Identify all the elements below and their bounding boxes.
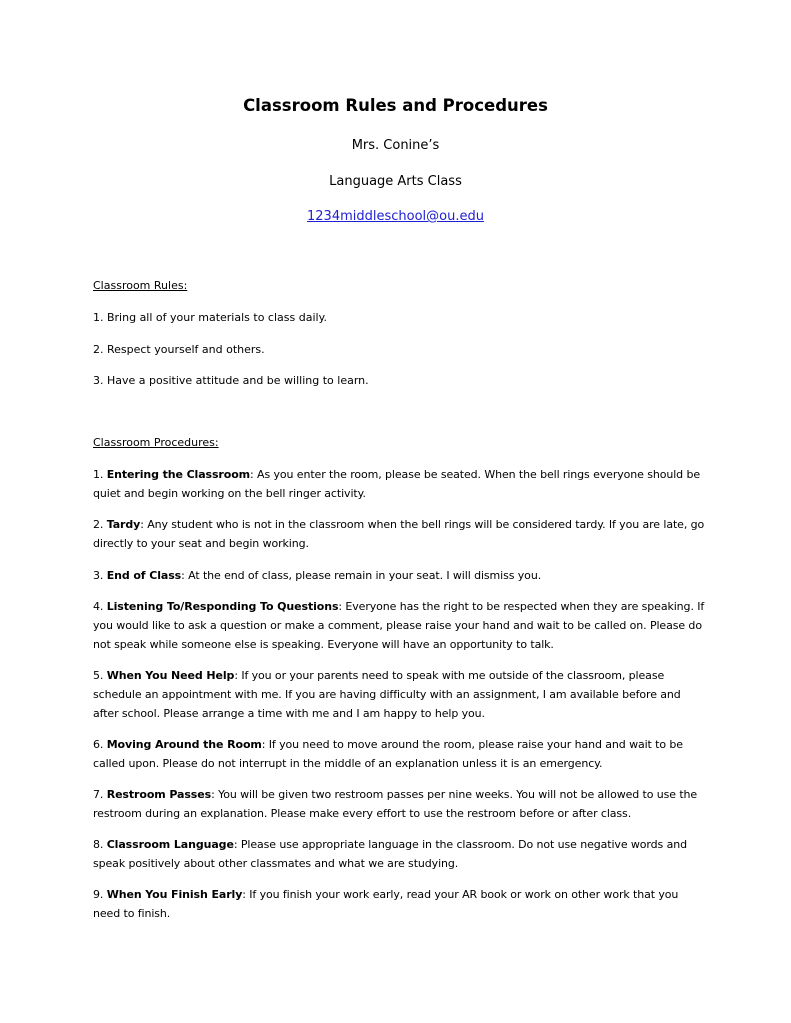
procedure-text: : If you or your parents need to speak with me outside of the classroom, please schedule an appointment with me. If you are having difficulty with an assignment, I am available before and after school. Please arrange a time with me and I am happy to help you. — [93, 669, 681, 720]
email-link[interactable]: 1234middleschool@ou.edu — [307, 209, 484, 224]
procedure-title: Classroom Language — [106, 838, 234, 851]
procedure-number: 6. — [93, 738, 107, 751]
rule-item-2: 2. Respect yourself and others. — [93, 343, 265, 356]
procedure-text: : Everyone has the right to be respected when they are speaking. If you would like to ask a question or make a comment, please raise your hand and wait to be called on. Please do not speak while someone else is speaking. Everyone will have an opportunity to talk. — [93, 600, 705, 651]
procedure-text: : If you finish your work early, read your AR book or work on other work that you need to finish. — [93, 888, 679, 920]
procedure-item-2 — [93, 515, 705, 553]
procedure-number: 2. — [93, 518, 107, 531]
procedures-heading: Classroom Procedures: — [93, 436, 219, 449]
procedure-number: 4. — [93, 600, 107, 613]
procedure-title: Entering the Classroom — [106, 468, 251, 481]
page-title: Classroom Rules and Procedures — [243, 96, 548, 115]
rule-item-3: 3. Have a positive attitude and be willing to learn. — [93, 374, 369, 387]
procedure-item-5 — [93, 666, 705, 723]
teacher-name: Mrs. Conine’s — [351, 138, 440, 153]
procedure-item-4 — [93, 597, 705, 654]
procedure-item-9 — [93, 885, 705, 923]
procedure-number: 5. — [93, 669, 107, 682]
procedure-text: : You will be given two restroom passes per nine weeks. You will not be allowed to use the restroom during an explanation. Please make every effort to use the restroom before or after class. — [93, 788, 698, 820]
procedure-number: 9. — [93, 888, 107, 901]
procedure-title: End of Class — [106, 569, 182, 582]
procedure-number: 7. — [93, 788, 107, 801]
rule-item-1: 1. Bring all of your materials to class daily. — [93, 311, 328, 324]
procedure-text: : Please use appropriate language in the classroom. Do not use negative words and speak positively about other classmates and what we are studying. — [93, 838, 687, 870]
procedure-title: Restroom Passes — [106, 788, 212, 801]
procedure-title: When You Finish Early — [106, 888, 243, 901]
class-name: Language Arts Class — [329, 174, 462, 189]
procedure-text: : As you enter the room, please be seated. When the bell rings everyone should be quiet and begin working on the bell ringer activity. — [93, 468, 701, 500]
procedure-number: 1. — [93, 468, 107, 481]
procedure-title: When You Need Help — [106, 669, 235, 682]
procedure-item-8 — [93, 835, 705, 873]
procedure-number: 8. — [93, 838, 107, 851]
procedure-number: 3. — [93, 569, 107, 582]
procedure-text: : At the end of class, please remain in your seat. I will dismiss you. — [181, 569, 542, 582]
procedure-title: Tardy — [106, 518, 141, 531]
procedure-item-3 — [93, 566, 705, 585]
procedure-item-7 — [93, 785, 705, 823]
procedure-item-1 — [93, 465, 705, 503]
email-line — [0, 209, 791, 224]
procedure-item-6 — [93, 735, 705, 773]
procedure-title: Moving Around the Room — [106, 738, 262, 751]
procedure-title: Listening To/Responding To Questions — [106, 600, 339, 613]
procedure-text: : If you need to move around the room, please raise your hand and wait to be called upon. Please do not interrupt in the middle of an explanation unless it is an emergency. — [93, 738, 683, 770]
procedure-text: : Any student who is not in the classroom when the bell rings will be considered tardy. If you are late, go directly to your seat and begin working. — [93, 518, 705, 550]
rules-heading: Classroom Rules: — [93, 279, 188, 292]
